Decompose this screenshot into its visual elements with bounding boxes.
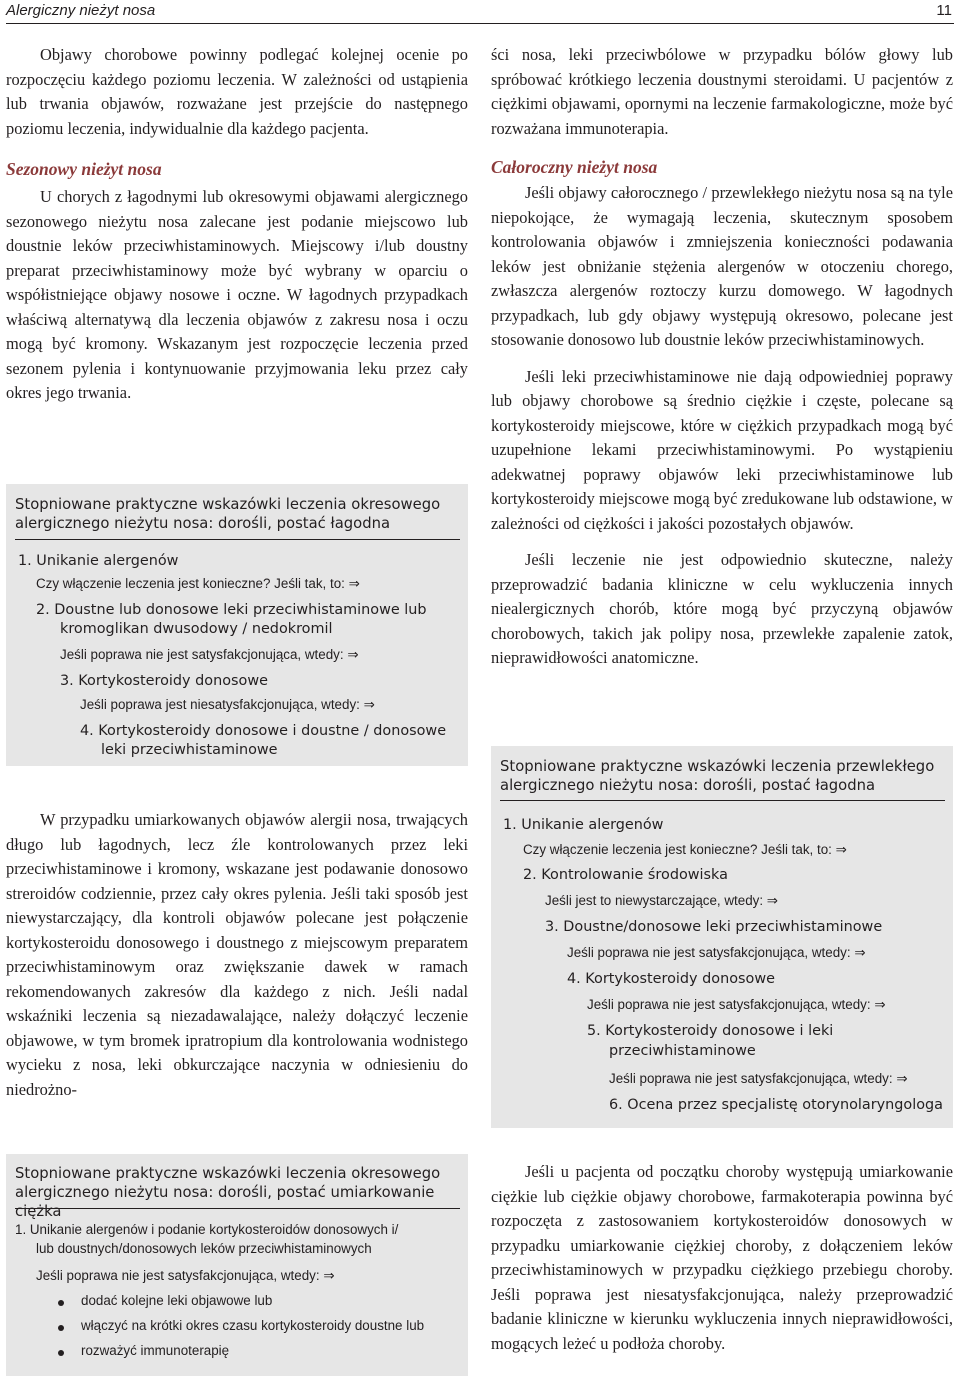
step-6: 6. Ocena przez specjalistę otorynolaryngologa bbox=[609, 1097, 943, 1113]
left-column-top bbox=[6, 43, 468, 406]
box-title-line2: alergicznego nieżytu nosa: dorośli, postać łagodna bbox=[15, 515, 391, 532]
step-2-condition bbox=[60, 646, 359, 665]
perennial-paragraph-1: Jeśli objawy całorocznego / przewlekłego nieżytu nosa są na tyle niepokojące, że wymagają leczenia, skutecznym sposobem kontrolowania objawów i zmniejszenia konieczności podawania leków jest obniżanie stężenia alergenów w otoczeniu chorego, zwłaszcza alergenów roztoczy kurzu domowego. W łagodnych przypadkach, lub gdy objawy występują okresowo, polecane jest stosowanie donosowo lub doustnie leków przeciwhistaminowych. bbox=[491, 183, 953, 349]
condition-text: Jeśli jest to niewystarczające, wtedy: bbox=[545, 893, 764, 908]
bullet-icon bbox=[58, 1300, 64, 1306]
step-5-condition bbox=[609, 1070, 908, 1089]
step-1-condition bbox=[36, 575, 360, 594]
box-title bbox=[500, 757, 945, 795]
condition-text: Jeśli poprawa nie jest satysfakcjonująca, wtedy: bbox=[609, 1071, 893, 1086]
box-title-line1: Stopniowane praktyczne wskazówki leczenia przewlekłego bbox=[500, 758, 935, 775]
section-heading-seasonal: Sezonowy nieżyt nosa bbox=[6, 159, 162, 179]
step-3-condition bbox=[80, 696, 375, 715]
guideline-box-perennial-mild bbox=[491, 746, 953, 1128]
step-2-condition bbox=[545, 892, 778, 911]
step-3: 3. Kortykosteroidy donosowe bbox=[60, 673, 268, 689]
condition-text: Jeśli poprawa jest niesatysfakcjonująca, wtedy: bbox=[80, 697, 360, 712]
condition-text: Czy włączenie leczenia jest konieczne? Jeśli tak, to: bbox=[523, 842, 832, 857]
arrow-icon: ⇒ bbox=[323, 1269, 335, 1284]
arrow-icon: ⇒ bbox=[348, 577, 360, 592]
step-2-line2: kromoglikan dwusodowy / nedokromil bbox=[60, 621, 333, 637]
perennial-paragraph-3: Jeśli leczenie nie jest odpowiednio skuteczne, należy przeprowadzić badania kliniczne w celu wykluczenia innych niealergicznych chorób, które mogą być przyczyną objawów chorobowych, takich jak polipy nosa, przewlekłe zapalenie zatok, nieprawidłowości anatomiczne. bbox=[491, 550, 953, 667]
step-2: 2. Kontrolowanie środowiska bbox=[523, 867, 728, 883]
condition-text: Jeśli poprawa nie jest satysfakcjonująca, wtedy: bbox=[567, 945, 851, 960]
option-item: włączyć na krótki okres czasu kortykosteroidy doustne lub bbox=[81, 1318, 425, 1333]
section-heading-perennial: Całoroczny nieżyt nosa bbox=[491, 157, 658, 177]
box-title-line1: Stopniowane praktyczne wskazówki leczenia okresowego bbox=[15, 496, 441, 513]
box-title-line2: alergicznego nieżytu nosa: dorośli, postać łagodna bbox=[500, 777, 876, 794]
step-1-condition bbox=[36, 1267, 335, 1286]
box-title-line2: alergicznego nieżytu nosa: dorośli, postać umiarkowanie ciężka bbox=[15, 1184, 435, 1220]
intro-paragraph: Objawy chorobowe powinny podlegać kolejnej ocenie po rozpoczęciu każdego poziomu leczenia. W zależności od ustąpienia lub trwania objawów, rozważane jest przejście do następnego poziomu leczenia, indywidualnie dla każdego pacjenta. bbox=[6, 45, 468, 138]
step-2-line1: 2. Doustne lub donosowe leki przeciwhistaminowe lub bbox=[36, 602, 427, 618]
step-1-line2: lub doustnych/donosowych leków przeciwhistaminowych bbox=[36, 1241, 372, 1256]
box-divider bbox=[15, 1208, 460, 1209]
condition-text: Jeśli poprawa nie jest satysfakcjonująca, wtedy: bbox=[60, 647, 344, 662]
box-divider bbox=[500, 800, 945, 801]
box-title bbox=[15, 495, 460, 533]
seasonal-paragraph: U chorych z łagodnymi lub okresowymi objawami alergicznego sezonowego nieżytu nosa zalecane jest podanie miejscowo lub doustnie leków przeciwhistaminowych. Miejscowy i/lub doustny preparat przeciwhistaminowy może być wybrany w oparciu o współistniejące objawy nosowe i oczne. W łagodnych przypadkach właściwą alternatywą dla leczenia objawów z zakresu nosa i oczu mogą być kromony. Wskazanym jest rozpoczęcie leczenia przed sezonem pylenia i kontynuowanie przyjmowania leku przez cały okres jego trwania. bbox=[6, 187, 468, 402]
bullet-icon bbox=[58, 1325, 64, 1331]
option-item: rozważyć immunoterapię bbox=[81, 1343, 230, 1358]
step-3: 3. Doustne/donosowe leki przeciwhistaminowe bbox=[545, 919, 883, 935]
condition-text: Czy włączenie leczenia jest konieczne? Jeśli tak, to: bbox=[36, 576, 345, 591]
step-4-line1: 4. Kortykosteroidy donosowe i doustne / donosowe bbox=[80, 723, 447, 739]
step-1-line1: 1. Unikanie alergenów i podanie kortykosteroidów donosowych i/ bbox=[15, 1222, 399, 1237]
box-divider bbox=[15, 539, 460, 540]
box-title bbox=[15, 1164, 460, 1221]
step-4-condition bbox=[587, 996, 886, 1015]
step-4-line2: leki przeciwhistaminowe bbox=[101, 742, 278, 758]
step-1-condition bbox=[523, 841, 847, 860]
moderate-paragraph: W przypadku umiarkowanych objawów alergii nosa, trwających długo lub łagodnych, lecz źle kontrolowanych przez leki przeciwhistaminowe i kromony, wskazane jest podawanie donosowo streroidów codziennie, przez cały okres pylenia. Jeśli taki sposób jest niewystarczający, dla kontroli objawów polecane jest połączenie kortykosteroidu donosowego i doustnego z miejscowym preparatem przeciwhistaminowym oraz zwiększanie dawek w ramach rekomendowanych zakresów dla każdego z nich. Jeśli nadal wskaźniki leczenia są niezadawalające, należy dołączyć leczenie objawowe, w tym bromek ipratropium dla kontrolowania wodnistego wycieku z nosa, leki obkurczające naczynia w odniesieniu do niedrożno- bbox=[6, 810, 468, 1099]
arrow-icon: ⇒ bbox=[347, 648, 359, 663]
arrow-icon: ⇒ bbox=[363, 698, 375, 713]
guideline-box-seasonal-moderate bbox=[6, 1154, 468, 1376]
right-column-bottom bbox=[491, 1160, 953, 1356]
page-number: 11 bbox=[936, 2, 952, 19]
bullet-icon bbox=[58, 1350, 64, 1356]
arrow-icon: ⇒ bbox=[874, 998, 886, 1013]
arrow-icon: ⇒ bbox=[766, 894, 779, 909]
option-item: dodać kolejne leki objawowe lub bbox=[81, 1293, 273, 1308]
severe-paragraph: Jeśli u pacjenta od początku choroby występują umiarkowanie ciężkie lub ciężkie objawy chorobowe, farmakoterapia powinna być rozpoczęta z zastosowaniem kortykosteroidów donosowych w przypadku umiarkowanie ciężkiej choroby, z dołączeniem leków przeciwhistaminowych w przypadku ciężkiego przebiegu choroby. Jeśli poprawa jest niesatysfakcjonująca, należy przeprowadzić badanie kliniczne w kierunku wykluczenia innych nieprawidłowości, mogących leżeć u podłoża choroby. bbox=[491, 1162, 953, 1353]
condition-text: Jeśli poprawa nie jest satysfakcjonująca, wtedy: bbox=[36, 1268, 320, 1283]
header-rule bbox=[6, 23, 954, 24]
left-column-bottom bbox=[6, 808, 468, 1102]
continuation-paragraph: ści nosa, leki przeciwbólowe w przypadku bólów głowy lub spróbować krótkiego leczenia doustnymi steroidami. U pacjentów z ciężkimi objawami, opornymi na leczenie farmakologiczne, może być rozważana immunoterapia. bbox=[491, 45, 953, 138]
arrow-icon: ⇒ bbox=[896, 1072, 908, 1087]
perennial-paragraph-2: Jeśli leki przeciwhistaminowe nie dają odpowiedniej poprawy lub objawy chorobowe są średnio ciężkie i częste, polecane są kortykosteroidy miejscowe, które w ciężkich przypadkach mogą być uzupełnione lekami przeciwhistaminowymi. Po wystąpieniu adekwatnej poprawy objawów leki przeciwhistaminowe lub kortykosteroidy miejscowe mogą być zredukowane lub odstawione, w zależności od ciężkości i jakości pozostałych objawów. bbox=[491, 366, 953, 533]
arrow-icon: ⇒ bbox=[835, 843, 847, 858]
box-title-line1: Stopniowane praktyczne wskazówki leczenia okresowego bbox=[15, 1165, 441, 1182]
step-1: 1. Unikanie alergenów bbox=[503, 817, 664, 833]
step-5-line2: przeciwhistaminowe bbox=[609, 1043, 756, 1059]
arrow-icon: ⇒ bbox=[854, 946, 866, 961]
guideline-box-seasonal-mild bbox=[6, 484, 468, 766]
running-header-title: Alergiczny nieżyt nosa bbox=[6, 2, 156, 19]
step-3-condition bbox=[567, 944, 866, 963]
step-5-line1: 5. Kortykosteroidy donosowe i leki bbox=[587, 1023, 834, 1039]
step-4: 4. Kortykosteroidy donosowe bbox=[567, 971, 775, 987]
step-1: 1. Unikanie alergenów bbox=[18, 553, 179, 569]
condition-text: Jeśli poprawa nie jest satysfakcjonująca, wtedy: bbox=[587, 997, 871, 1012]
right-column-top bbox=[491, 43, 953, 671]
